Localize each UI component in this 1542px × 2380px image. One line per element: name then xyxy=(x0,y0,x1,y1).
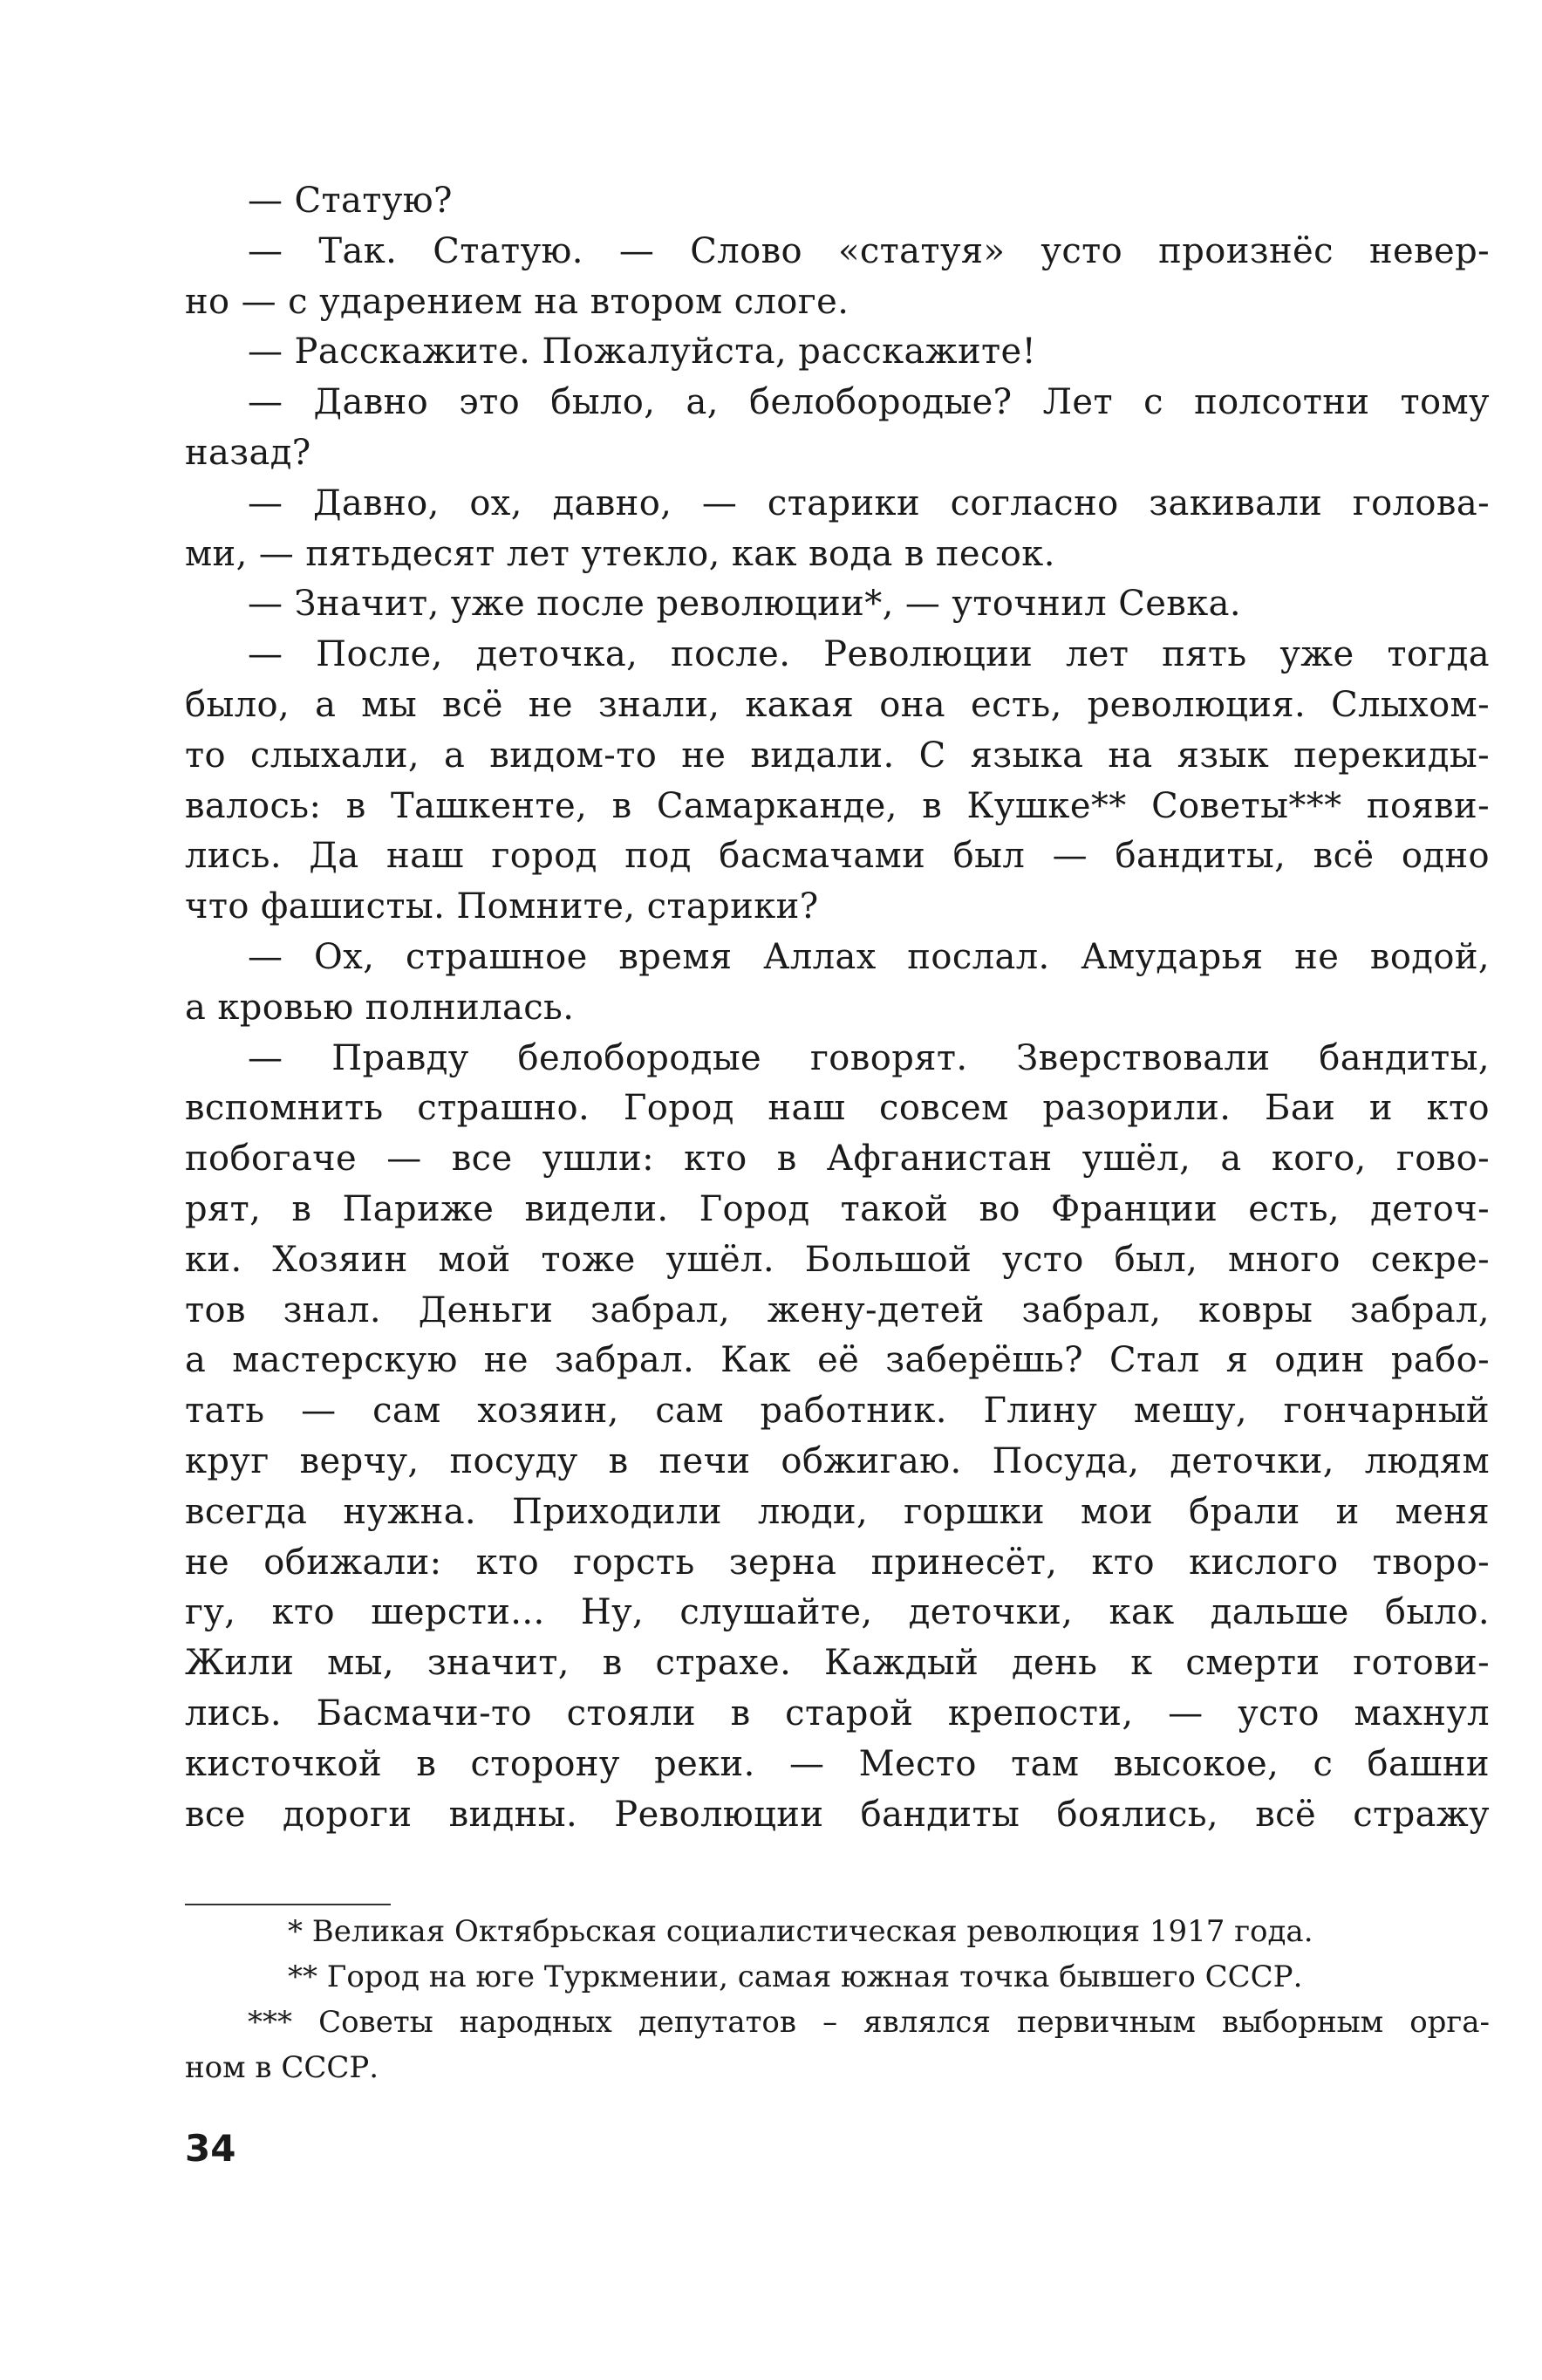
text-line: — После, деточка, после. Революции лет пять уже тогда xyxy=(248,634,1490,675)
text-line: кисточкой в сторону реки. — Место там высокое, с башни xyxy=(185,1743,1490,1784)
text-line: — Давно, ох, давно, — старики согласно закивали голова- xyxy=(248,482,1490,523)
text-line: то слыхали, а видом-то не видали. С языка на язык перекиды- xyxy=(185,735,1490,776)
text-line: — Статую? xyxy=(248,181,453,221)
text-line: тать — сам хозяин, сам работник. Глину мешу, гончарный xyxy=(185,1391,1490,1432)
footnote-3-continuation: ном в СССР. xyxy=(185,2050,379,2085)
text-line: а мастерскую не забрал. Как её заберёшь? Стал я один рабо- xyxy=(185,1340,1490,1381)
body-text xyxy=(185,176,1490,1840)
text-line: валось: в Ташкенте, в Самарканде, в Кушке** Советы*** появи- xyxy=(185,785,1490,826)
footnote-2: ** Город на юге Туркмении, самая южная точка бывшего СССР. xyxy=(288,1959,1303,1994)
text-line: круг верчу, посуду в печи обжигаю. Посуда, деточки, людям xyxy=(185,1440,1490,1481)
text-line: ми, — пятьдесят лет утекло, как вода в песок. xyxy=(185,533,1055,574)
footnote-divider xyxy=(185,1904,391,1905)
text-line: — Расскажите. Пожалуйста, расскажите! xyxy=(248,332,1037,373)
text-line: рят, в Париже видели. Город такой во Франции есть, деточ- xyxy=(185,1188,1490,1229)
text-line: всегда нужна. Приходили люди, горшки мои брали и меня xyxy=(185,1491,1490,1532)
text-line: вспомнить страшно. Город наш совсем разорили. Баи и кто xyxy=(185,1088,1490,1129)
text-line: не обижали: кто горсть зерна принесёт, кто кислого творо- xyxy=(185,1542,1490,1583)
text-line: лись. Да наш город под басмачами был — бандиты, всё одно xyxy=(185,836,1490,877)
text-line: что фашисты. Помните, старики? xyxy=(185,886,819,927)
text-line: все дороги видны. Революции бандиты боялись, всё стражу xyxy=(185,1794,1490,1835)
text-line: но — с ударением на втором слоге. xyxy=(185,281,849,322)
text-line: — Правду белобородые говорят. Зверствовали бандиты, xyxy=(248,1037,1490,1078)
page-number: 34 xyxy=(185,2127,236,2170)
text-line: Жили мы, значит, в страхе. Каждый день к смерти готови- xyxy=(185,1643,1490,1684)
footnotes xyxy=(185,1909,1490,2090)
text-line: — Значит, уже после революции*, — уточнил Севка. xyxy=(248,584,1241,625)
text-line: — Давно это было, а, белобородые? Лет с полсотни тому xyxy=(248,382,1490,423)
text-line: побогаче — все ушли: кто в Афганистан ушёл, а кого, гово- xyxy=(185,1139,1490,1180)
text-line: лись. Басмачи-то стояли в старой крепости, — усто махнул xyxy=(185,1693,1490,1734)
footnote-1: * Великая Октябрьская социалистическая революция 1917 года. xyxy=(288,1914,1313,1949)
text-line: гу, кто шерсти... Ну, слушайте, деточки, как дальше было. xyxy=(185,1592,1490,1633)
text-line: — Ох, страшное время Аллах послал. Амударья не водой, xyxy=(248,936,1490,977)
text-line: — Так. Статую. — Слово «статуя» усто произнёс невер- xyxy=(248,230,1490,271)
text-line: ки. Хозяин мой тоже ушёл. Большой усто был, много секре- xyxy=(185,1239,1490,1280)
text-line: было, а мы всё не знали, какая она есть, революция. Слыхом- xyxy=(185,684,1490,725)
text-line: тов знал. Деньги забрал, жену-детей забрал, ковры забрал, xyxy=(185,1289,1490,1330)
text-line: назад? xyxy=(185,432,311,473)
footnote-3: *** Советы народных депутатов – являлся первичным выборным орга- xyxy=(248,2005,1490,2040)
text-line: а кровью полнилась. xyxy=(185,987,575,1028)
